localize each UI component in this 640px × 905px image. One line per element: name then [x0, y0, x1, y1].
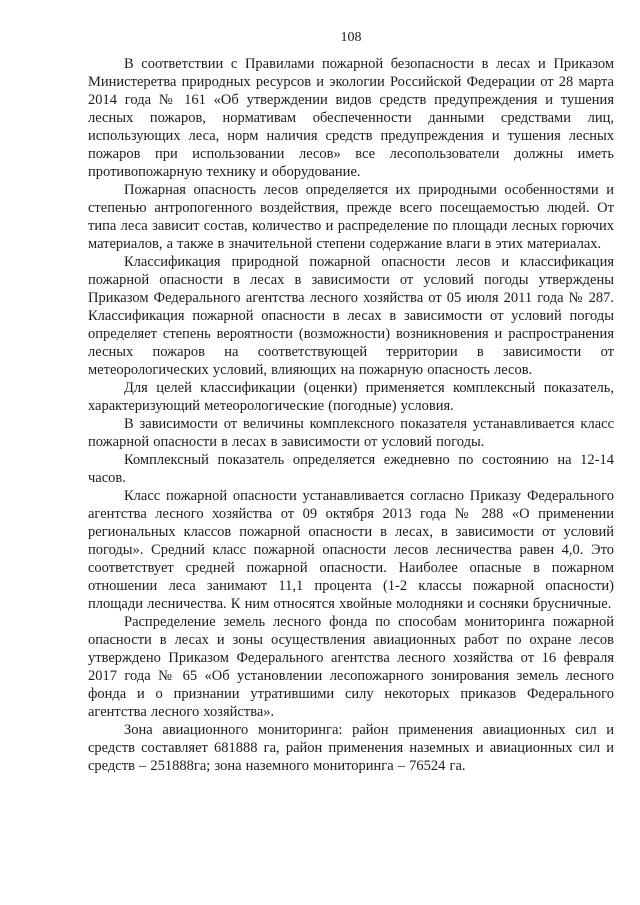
paragraph-complex-indicator-purpose: Для целей классификации (оценки) применяется комплексный показатель, характеризующий метеорологические (погодные) условия.: [88, 380, 614, 414]
document-body: [88, 55, 614, 775]
page-number: 108: [340, 30, 362, 45]
paragraph-land-distribution-monitoring: Распределение земель лесного фонда по способам мониторинга пожарной опасности в лесах и зоны осуществления авиационных работ по охране лесов утверждено Приказом Федерального агентства лесного хозяйства от 16 февраля 2017 года № 65 «Об установлении лесопожарного зонирования земель лесного фонда и о признании утратившими силу некоторых приказов Федерального агентства лесного хозяйства».: [88, 614, 614, 720]
paragraph-danger-class-by-weather: В зависимости от величины комплексного показателя устанавливается класс пожарной опасности в лесах в зависимости от условий погоды.: [88, 416, 614, 450]
paragraph-forest-fire-danger-factors: Пожарная опасность лесов определяется их природными особенностями и степенью антропогенного воздействия, прежде всего посещаемостью людей. От типа леса зависит состав, количество и распределение по площади лесных горючих материалов, а также в значительной степени содержание влаги в этих материалах.: [88, 182, 614, 252]
paragraph-danger-class-order-288: Класс пожарной опасности устанавливается согласно Приказу Федерального агентства лесного хозяйства от 09 октября 2013 года № 288 «О применении региональных классов пожарной опасности в лесах, в зависимости от условий погоды». Средний класс пожарной опасности лесов лесничества равен 4,0. Это соответствует средней пожарной опасности. Наиболее опасные в пожарном отношении леса занимают 11,1 процента (1-2 классы пожарной опасности) площади лесничества. К ним относятся хвойные молодняки и сосняки брусничные.: [88, 488, 614, 612]
paragraph-aviation-monitoring-zones: Зона авиационного мониторинга: район применения авиационных сил и средств составляет 681888 га, район применения наземных и авиационных сил и средств – 251888га; зона наземного мониторинга – 76524 га.: [88, 722, 614, 774]
paragraph-fire-danger-classification: Классификация природной пожарной опасности лесов и классификация пожарной опасности в лесах в зависимости от условий погоды утверждены Приказом Федерального агентства лесного хозяйства от 05 июля 2011 года № 287. Классификация пожарной опасности в лесах в зависимости от условий погоды определяет степень вероятности (возможности) возникновения и распространения лесных пожаров на соответствующей территории в зависимости от метеорологических условий, влияющих на пожарную опасность лесов.: [88, 254, 614, 378]
paragraph-fire-safety-rules: В соответствии с Правилами пожарной безопасности в лесах и Приказом Министеретва природных ресурсов и экологии Российской Федерации от 28 марта 2014 года № 161 «Об утверждении видов средств предупреждения и тушения лесных пожаров, нормативам обеспеченности данными средствами лиц, использующих леса, норм наличия средств предупреждения и тушения лесных пожаров при использовании лесов» все лесопользователи должны иметь противопожарную технику и оборудование.: [88, 56, 614, 180]
paragraph-indicator-daily-calculation: Комплексный показатель определяется ежедневно по состоянию на 12-14 часов.: [88, 452, 614, 486]
